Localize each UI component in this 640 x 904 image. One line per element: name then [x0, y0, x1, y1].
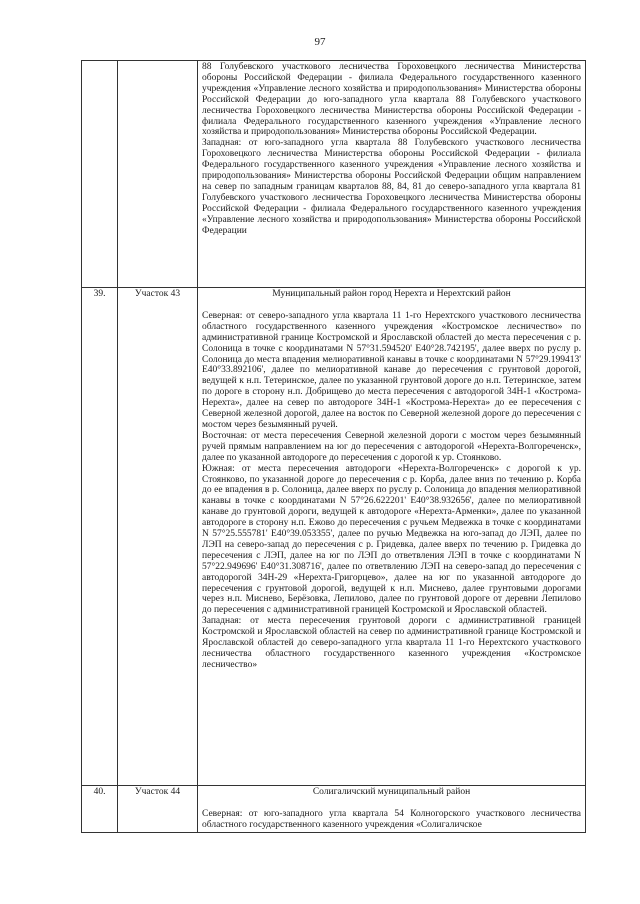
table-row [82, 288, 586, 786]
boundary-description [198, 786, 586, 833]
page-number: 97 [314, 36, 326, 48]
boundary-paragraph: 88 Голубевского участкового лесничества Гороховецкого лесничества Министерства обороны Российской Федерации - филиала Федерального государственного казенного учреждения «Управление лесного хозяйства и природопользования» Министерства обороны Российской Федерации до юго-западного угла квартала 88 Голубевского участкового лесничества Гороховецкого лесничества Министерства обороны Российской Федерации - филиала Федерального государственного казенного учреждения «Управление лесного хозяйства и природопользования» Министерства обороны Российской Федерации. [202, 62, 581, 138]
row-number: 39. [82, 288, 118, 786]
boundary-paragraph: Северная: от северо-западного угла квартала 11 1-го Нерехтского участкового лесничества областного государственного казенного учреждения «Костромское лесничество» по административной границе Костромской и Ярославской областей до места пересечения с р. Солоница в точке с координатами N 57°31.594520' E40°28.742195', далее вверх по руслу р. Солоница до места впадения мелиоративной канавы в точке с координатами N 57°29.199413' E40°33.892106', далее по мелиоративной канаве до пересечения с грунтовой дорогой, ведущей к н.п. Тетеринское, далее по указанной грунтовой дороге до н.п. Тетеринское, затем по дороге в сторону н.п. Добрищево до места пересечения с автодорогой 34Н-1 «Кострома-Нерехта», далее на север по автодороге 34Н-1 «Кострома-Нерехта» до ее пересечения с Северной железной дорогой, далее на восток по Северной железной дороге до пересечения с мостом через безымянный ручей. [202, 310, 581, 430]
boundary-paragraph: Южная: от места пересечения автодороги «Нерехта-Волгореченск» с дорогой к ур. Стоянково, по указанной дороге до пересечения с р. Корба, далее вниз по течению р. Корба до ее впадения в р. Солоница, далее вверх по руслу р. Солоница до впадения мелиоративной канавы в точке с координатами N 57°26.622201' E40°38.932656', далее по мелиоративной канаве до грунтовой дороги, ведущей к автодороге «Нерехта-Арменки», далее по указанной автодороге в сторону н.п. Ежово до пересечения с ручьем Медвежка в точке с координатами N 57°25.555781' E40°39.053355', далее по ручью Медвежка на юго-запад до ЛЭП, далее по ЛЭП на северо-запад до пересечения с р. Гридевка, далее вверх по течению р. Гридевка до пересечения с ЛЭП, далее на юг по ЛЭП до ответвления ЛЭП в точке с координатами N 57°22.949696' E40°31.308716', далее по ответвлению ЛЭП на северо-запад до пересечения с автодорогой 34Н-29 «Нерехта-Григорцево», далее на юг по указанной автодороге до пересечения с грунтовой дорогой, ведущей к н.п. Миснево, далее грунтовыми дорогами через н.п. Миснево, Берёзовка, Лепилово, далее по грунтовой дороге от деревни Лепилово до пересечения с административной границей Костромской и Ярославской областей. [202, 463, 581, 616]
boundary-paragraph: Восточная: от места пересечения Северной железной дороги с мостом через безымянный ручей прямым направлением на юг до пересечения с автодорогой «Нерехта-Волгореченск», далее по указанной автодороге до пересечения с дорогой к ур. Стоянково. [202, 430, 581, 463]
boundary-description [198, 288, 586, 786]
boundary-paragraph: Северная: от юго-западного угла квартала 54 Колногорского участкового лесничества областного государственного казенного учреждения «Солигаличское [202, 808, 581, 830]
plot-name: Участок 43 [118, 288, 198, 786]
table-row [82, 786, 586, 833]
boundary-paragraph: Западная: от юго-западного угла квартала 88 Голубевского участкового лесничества Гороховецкого лесничества Министерства обороны Российской Федерации - филиала Федерального государственного казенного учреждения «Управление лесного хозяйства и природопользования» Министерства обороны Российской Федерации общим направлением на север по западным границам кварталов 88, 84, 81 до северо-западного угла квартала 81 Голубевского участкового лесничества Гороховецкого лесничества Министерства обороны Российской Федерации - филиала Федерального государственного казенного учреждения «Управление лесного хозяйства и природопользования» Министерства обороны Российской Федерации [202, 138, 581, 236]
row-number [82, 61, 118, 288]
boundary-paragraph: Западная: от места пересечения грунтовой дороги с административной границей Костромской и Ярославской областей на север по административной границе Костромской и Ярославской областей до северо-западного угла квартала 11 1-го Нерехтского участкового лесничества областного государственного казенного учреждения «Костромское лесничество» [202, 616, 581, 670]
row-number: 40. [82, 786, 118, 833]
district-heading: Солигаличский муниципальный район [312, 787, 471, 797]
plot-name: Участок 44 [118, 786, 198, 833]
boundary-description [198, 61, 586, 288]
table-row [82, 61, 586, 288]
document-table [81, 60, 586, 833]
district-heading: Муниципальный район город Нерехта и Нерехтский район [272, 289, 511, 299]
plot-name [118, 61, 198, 288]
